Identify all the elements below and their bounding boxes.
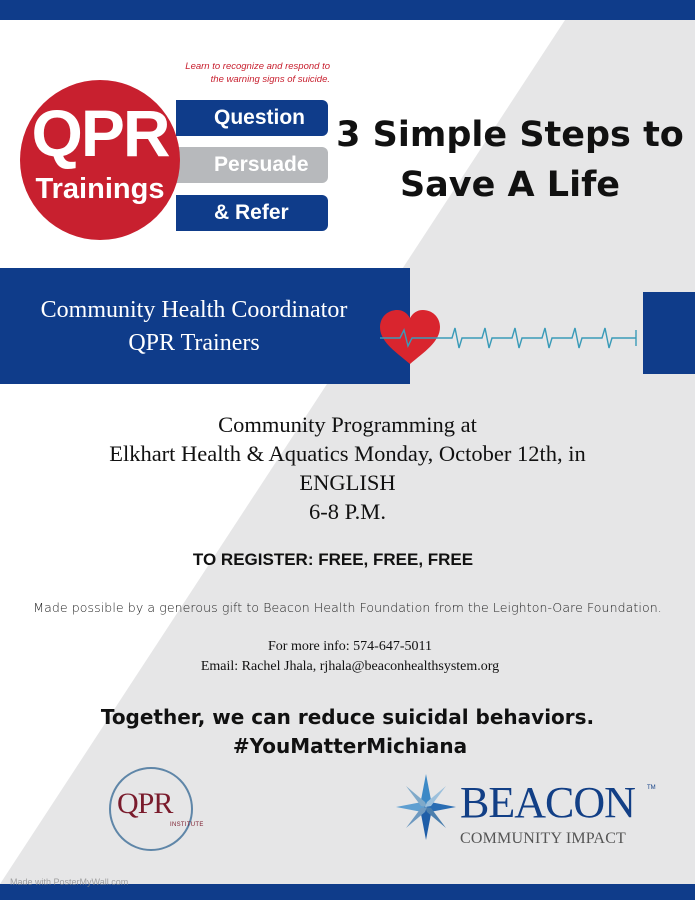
trainers-band-text: [0, 294, 388, 360]
beacon-trademark: TM: [647, 785, 656, 791]
step-persuade-pill: [176, 147, 328, 183]
band-line-2: QPR Trainers: [128, 330, 260, 356]
heartbeat-graphic: [378, 308, 640, 368]
compass-star-icon: [394, 772, 458, 842]
headline: [330, 110, 690, 210]
tagline-line-1: Learn to recognize and respond to: [185, 61, 330, 72]
event-info: [20, 410, 675, 526]
headline-line-2: Save A Life: [399, 165, 621, 205]
contact-phone: For more info: 574-647-5011: [268, 639, 432, 654]
hashtag-text: #YouMatterMichiana: [232, 734, 468, 758]
event-line-2: Elkhart Health & Aquatics Monday, October 12th, in: [109, 441, 586, 466]
event-line-4: 6-8 P.M.: [309, 499, 386, 524]
band-line-1: Community Health Coordinator: [40, 297, 348, 323]
beacon-logo-sub: COMMUNITY IMPACT: [460, 830, 627, 847]
beacon-logo-name: BEACON: [460, 778, 635, 827]
watermark[interactable]: Made with PosterMyWall.com: [10, 877, 129, 887]
step-persuade-label: Persuade: [214, 153, 309, 176]
slogan-text: Together, we can reduce suicidal behaviors.: [100, 705, 595, 729]
step-refer-pill: [176, 195, 328, 231]
top-bar: [0, 0, 695, 20]
step-question-pill: [176, 100, 328, 136]
qpr-logo-letters: QPR: [31, 96, 169, 170]
tagline-line-2: the warning signs of suicide.: [210, 74, 330, 85]
logo-tagline: [170, 60, 330, 86]
event-line-1: Community Programming at: [218, 412, 477, 437]
right-accent-block: [643, 292, 695, 374]
event-line-3: ENGLISH: [299, 470, 396, 495]
contact-info: [0, 637, 695, 677]
headline-line-1: 3 Simple Steps to: [336, 115, 684, 155]
qpr-institute-letters: QPR: [117, 787, 173, 820]
heart-icon: [380, 310, 440, 364]
register-text: TO REGISTER: FREE, FREE, FREE: [192, 550, 474, 569]
step-question-label: Question: [214, 106, 306, 129]
contact-email[interactable]: Email: Rachel Jhala, rjhala@beaconhealthsystem.org: [200, 659, 500, 674]
gift-note: Made possible by a generous gift to Beacon Health Foundation from the Leighton-Oare Foundation.: [33, 600, 662, 615]
step-refer-label: & Refer: [214, 201, 289, 224]
qpr-institute-sub: INSTITUTE: [170, 822, 204, 828]
qpr-logo-word: Trainings: [35, 173, 165, 205]
